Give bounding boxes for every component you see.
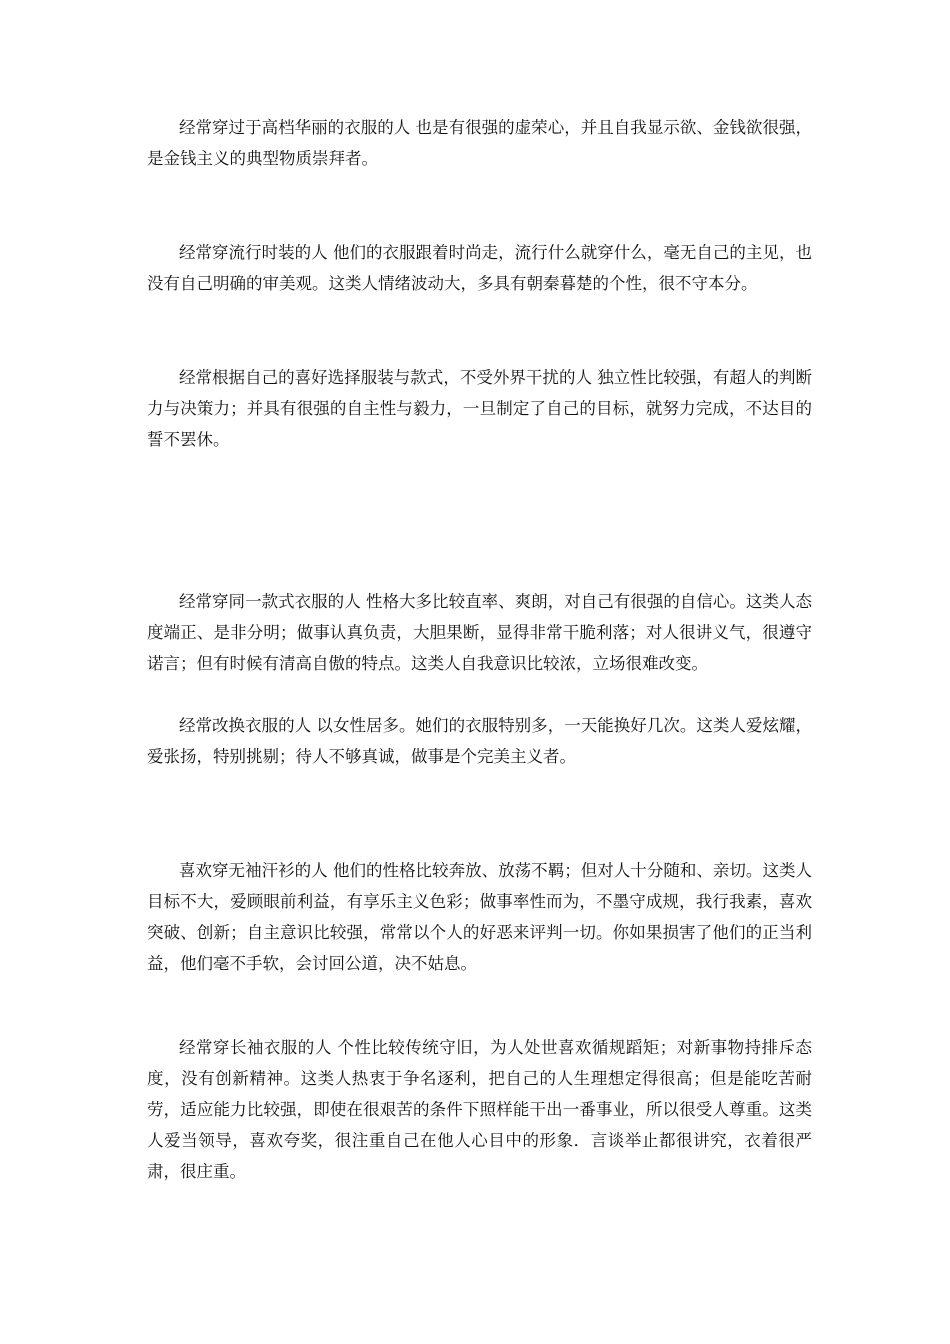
paragraph-own-preference: 经常根据自己的喜好选择服装与款式，不受外界干扰的人 独立性比较强，有超人的判断力与决策力；并具有很强的自主性与毅力，一旦制定了自己的目标，就努力完成，不达目的誓不罢休。 [147,368,812,449]
paragraph-luxury-clothes: 经常穿过于高档华丽的衣服的人 也是有很强的虚荣心，并且自我显示欲、金钱欲很强，是金钱主义的典型物质崇拜者。 [147,118,812,168]
paragraph-sleeveless: 喜欢穿无袖汗衫的人 他们的性格比较奔放、放荡不羁；但对人十分随和、亲切。这类人目标不大，爱顾眼前利益，有享乐主义色彩；做事率性而为，不墨守成规，我行我素，喜欢突破、创新；自主意识比较强，常常以个人的好恶来评判一切。你如果损害了他们的正当利益，他们毫不手软，会讨回公道，决不姑息。 [147,861,812,973]
paragraph-change-clothes: 经常改换衣服的人 以女性居多。她们的衣服特别多，一天能换好几次。这类人爱炫耀，爱张扬，特别挑剔；待人不够真诚，做事是个完美主义者。 [147,716,812,766]
paragraph-same-style: 经常穿同一款式衣服的人 性格大多比较直率、爽朗，对自己有很强的自信心。这类人态度端正、是非分明；做事认真负责，大胆果断，显得非常干脆利落；对人很讲义气，很遵守诺言；但有时候有清高自傲的特点。这类人自我意识比较浓，立场很难改变。 [147,592,812,673]
paragraph-fashion-clothes: 经常穿流行时装的人 他们的衣服跟着时尚走，流行什么就穿什么，毫无自己的主见，也没有自己明确的审美观。这类人情绪波动大，多具有朝秦暮楚的个性，很不守本分。 [147,243,812,293]
paragraph-long-sleeves: 经常穿长袖衣服的人 个性比较传统守旧，为人处世喜欢循规蹈矩；对新事物持排斥态度，没有创新精神。这类人热衷于争名逐利，把自己的人生理想定得很高；但是能吃苦耐劳，适应能力比较强，即使在很艰苦的条件下照样能干出一番事业，所以很受人尊重。这类人爱当领导，喜欢夸奖，很注重自己在他人心目中的形象．言谈举止都很讲究，衣着很严肃，很庄重。 [147,1038,812,1181]
